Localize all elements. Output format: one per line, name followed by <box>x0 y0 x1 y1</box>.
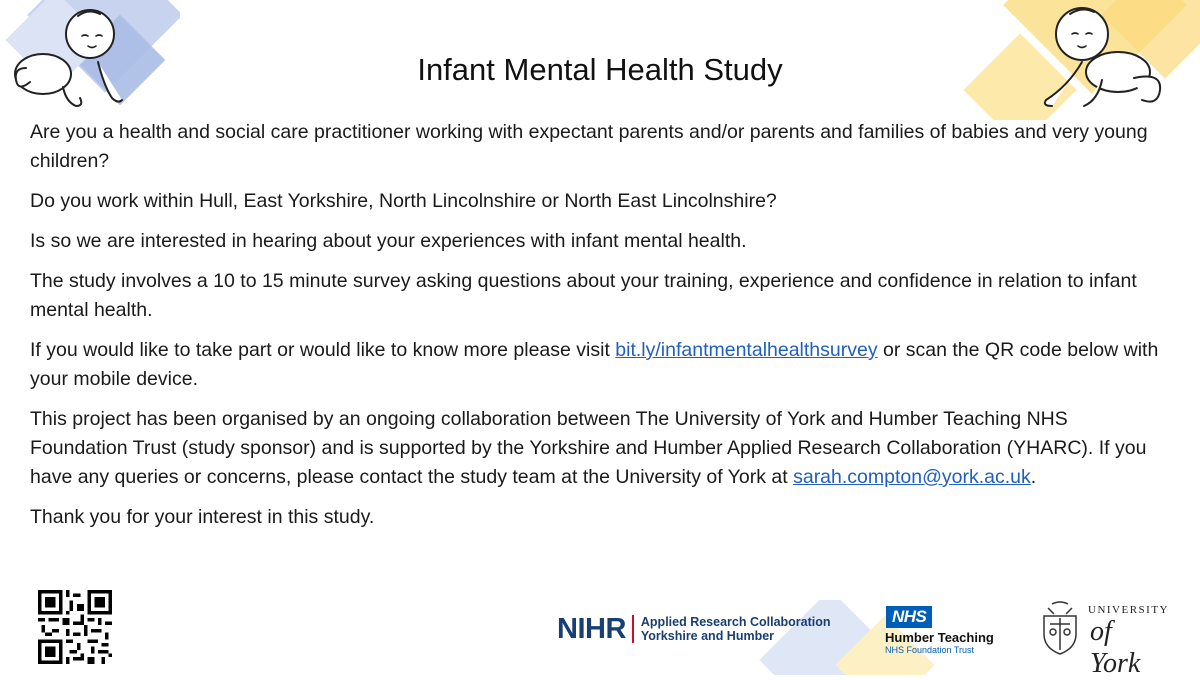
visit-text: If you would like to take part or would like to know more please visit <box>30 339 616 361</box>
york-crest-icon <box>1038 600 1082 656</box>
survey-link[interactable]: bit.ly/infantmentalhealthsurvey <box>615 339 878 361</box>
nhs-humber-logo <box>885 606 995 655</box>
paragraph-thanks: Thank you for your interest in this study. <box>30 506 375 528</box>
paragraph-intro: Are you a health and social care practitioner working with expectant parents and/or parents and families of babies and very young children? <box>30 121 1148 172</box>
collaboration-text-end: . <box>1030 466 1037 488</box>
paragraph-interest: Is so we are interested in hearing about your experiences with infant mental health. <box>30 230 747 252</box>
visit-text-end: or scan the QR code below with your mobile device. <box>30 339 1159 390</box>
nihr-wordmark: NIHR <box>557 612 626 645</box>
paragraph-collaboration <box>30 405 1170 492</box>
york-university-text: UNIVERSITY <box>1088 604 1169 616</box>
paragraph-location: Do you work within Hull, East Yorkshire, North Lincolnshire or North East Lincolnshire? <box>30 190 777 212</box>
nihr-caption <box>641 615 831 643</box>
nihr-logo <box>557 612 831 646</box>
nhs-org-name: Humber Teaching <box>885 630 994 645</box>
nhs-badge: NHS <box>886 606 932 628</box>
page-title: Infant Mental Health Study <box>417 52 783 87</box>
nihr-caption-line1: Applied Research Collaboration <box>640 615 831 629</box>
york-name-text: of York <box>1090 616 1141 679</box>
university-of-york-logo <box>1038 598 1169 679</box>
qr-code-icon[interactable] <box>38 590 112 664</box>
body-text <box>30 118 1170 543</box>
nihr-caption-line2: Yorkshire and Humber <box>640 629 775 643</box>
nihr-divider <box>632 615 634 643</box>
paragraph-survey: The study involves a 10 to 15 minute survey asking questions about your training, experience and confidence in relation to infant mental health. <box>30 270 1137 321</box>
contact-email-link[interactable]: sarah.compton@york.ac.uk <box>793 466 1031 488</box>
collaboration-text: This project has been organised by an ongoing collaboration between The University of York and Humber Teaching NHS Foundation Trust (study sponsor) and is supported by the Yorkshire and Humber Applied Research Collaboration (YHARC). If you have any queries or concerns, please contact the study team at the University of York at <box>30 408 1147 488</box>
paragraph-visit <box>30 336 1170 394</box>
nhs-trust-name: NHS Foundation Trust <box>885 645 975 655</box>
